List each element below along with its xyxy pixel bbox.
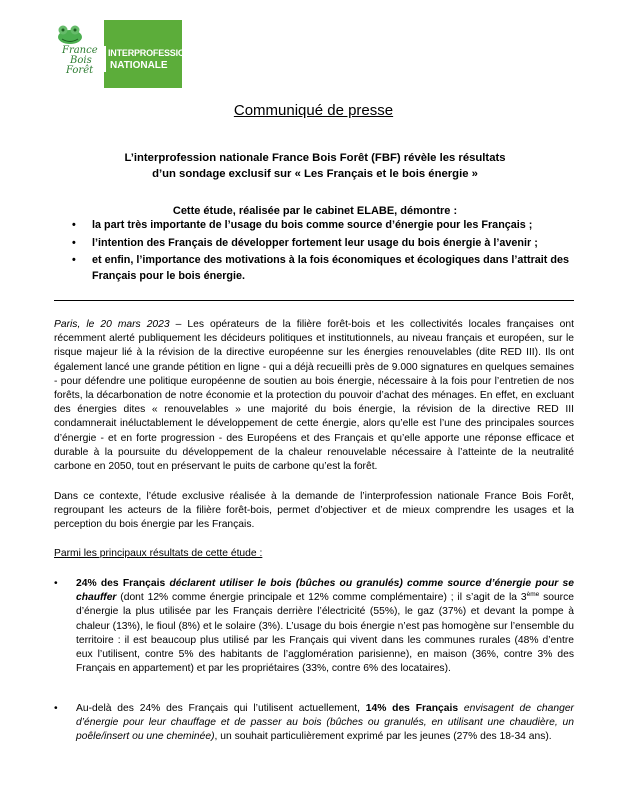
body-paragraph-1 (54, 318, 574, 474)
frog-icon (56, 22, 86, 46)
dateline: Paris, le 20 mars 2023 (54, 319, 170, 330)
list-item (54, 702, 574, 745)
subtitle-line1: L’interprofession nationale France Bois Forêt (FBF) révèle les résultats (124, 152, 506, 164)
logo-script-line3: Forêt (66, 65, 94, 76)
logo-box-line1: INTERPROFESSION (108, 48, 192, 58)
logo-script-text (62, 46, 104, 76)
france-bois-foret-logo (54, 20, 192, 88)
divider (54, 300, 574, 301)
logo-green-box (104, 20, 192, 88)
list-item: • la part très importante de l’usage du bois comme source d’énergie pour les Français ; (72, 218, 582, 234)
intro-text: Cette étude, réalisée par le cabinet ELABE, démontre : (172, 205, 458, 217)
logo-script-line1: France (62, 45, 98, 56)
result-1-text-b: source d’énergie la plus utilisée par les Français derrière l’électricité (55%), le gaz (37%) et devant la pompe à chaleur (13%), le fioul (8%) et le solaire (3%). L’usage du bois énergie n’est pas homogène sur l’ensemble du territoire : il est beaucoup plus utilisé par les Français qui vivent dans les communes rurales (48% d’entre eux l’utilisent, contre 5% des habitants de l’agglomération parisienne), en maison (36%, contre 3% des Français en appartement) et par les propriétaires (33%, contre 6% des locataires). (76, 592, 574, 675)
result-1-italic: utiliser le bois (bûches ou granulés) comme source d’énergie pour se chauffer (76, 578, 574, 604)
results-heading: Parmi les principaux résultats de cette étude : (54, 548, 263, 559)
list-item: • et enfin, l’importance des motivations à la fois économiques et écologiques dans l’attrait des Français pour le bois énergie. (72, 253, 582, 284)
result-1-text-a: (dont 12% comme énergie principale et 12% comme complémentaire) ; il s’agit de la 3 (116, 592, 527, 604)
body-paragraph-2: Dans ce contexte, l’étude exclusive réalisée à la demande de l’interprofession nationale France Bois Forêt, regroupant les acteurs de la filière forêt-bois, permet d’objectiver et de mieux comprendre les usages et la perception du bois énergie par les Français. (54, 491, 574, 531)
list-item (54, 577, 574, 676)
list-item: • l’intention des Français de développer fortement leur usage du bois énergie à l’avenir ; (72, 236, 582, 252)
logo-mark (54, 20, 102, 88)
result-2-bold: 14% des Français (365, 703, 464, 714)
intro-bullet-list (72, 218, 582, 286)
paragraph-1-text: – Les opérateurs de la filière forêt-bois et les collectivités locales françaises ont récemment alerté publiquement les décideurs politiques et institutionnels, au niveau français et européen, sur le risque majeur lié à la révision de la directive européenne sur les énergies renouvelables (dite RED III). Ils ont également lancé une grande pétition en ligne - qui a déjà recueilli près de 9.000 signatures en quelques semaines - pour défendre une politique européenne de soutien au bois énergie, nécessaire à la fois pour l’entretien de nos forêts, la décarbonation de notre économie et la protection du pouvoir d’achat des ménages. En effet, en excluant des énergies dites « renouvelables » une majorité du bois énergie, la révision de la directive RED III condamnerait inéluctablement le développement de cette énergie, alors qu’elle est l’une des principales sources d’énergie - et en forte progression - des Européens et des Français et qu’elle apporte une réponse efficace et durable à la poursuite du développement de la chaleur renouvelable nécessaire à l’atteinte de la neutralité carbone en 2050, tout en préservant le puits de carbone qu’est la forêt. (54, 319, 574, 473)
page-title: Communiqué de presse (233, 102, 394, 119)
result-2-italic: envisagent de changer d’énergie pour leur chauffage et de passer au bois (bûches ou granulés, en utilisant une chaudière, un poêle/insert ou une cheminée) (76, 703, 574, 743)
logo-box-line2: NATIONALE (110, 60, 168, 71)
result-1-sup: ème (526, 591, 540, 599)
result-2-text-b: , un souhait particulièrement exprimé par les jeunes (27% des 18-34 ans). (214, 731, 552, 743)
result-2-text-a: Au-delà des 24% des Français qui l’utilisent actuellement, (76, 703, 366, 714)
logo-script-line2: Bois (70, 55, 92, 66)
subtitle (60, 150, 570, 182)
logo-divider (104, 46, 106, 72)
result-1-bold-italic: déclarent (169, 578, 220, 589)
results-list-1 (54, 577, 574, 676)
result-1-bold: 24% des Français (76, 578, 170, 589)
subtitle-line2: d’un sondage exclusif sur « Les Français et le bois énergie » (152, 168, 478, 180)
results-list-2 (54, 702, 574, 745)
